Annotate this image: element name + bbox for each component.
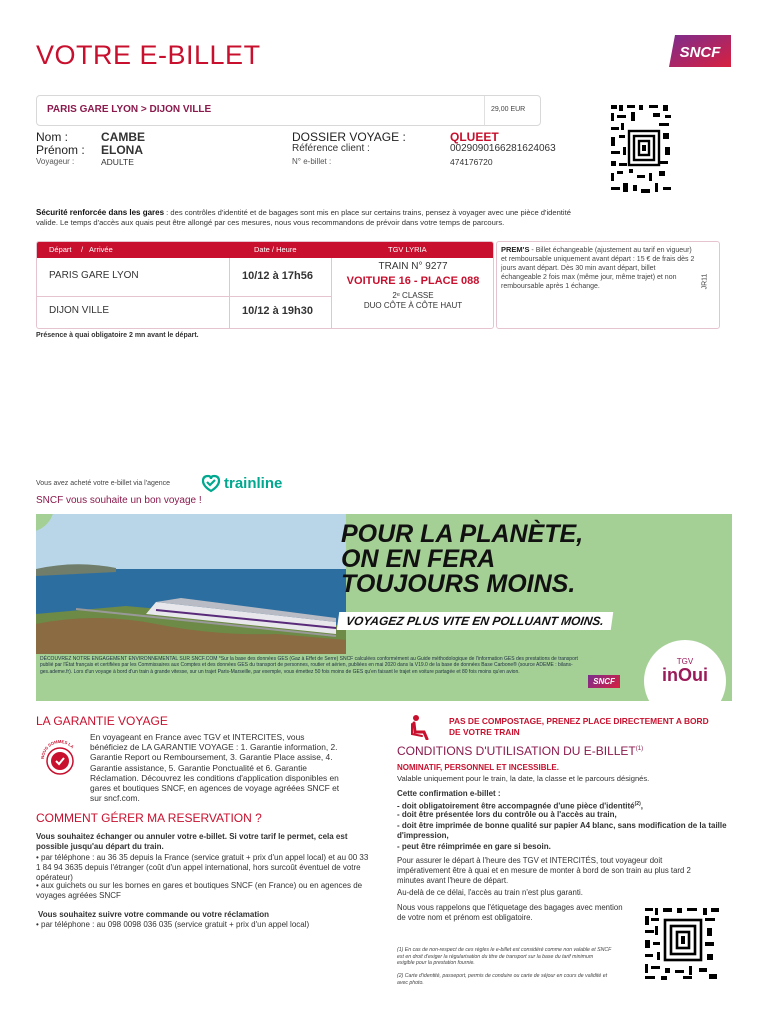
conditions-rule-2: - doit être présentée lors du contrôle ou à l'accès au train,	[397, 810, 617, 819]
conditions-title: CONDITIONS D'UTILISATION DU E-BILLET$^{(1)}$	[397, 744, 644, 758]
conditions-rule-4: - peut être réimprimée en gare si besoin.	[397, 842, 551, 851]
conditions-rule-1: - doit obligatoirement être accompagnée d'une pièce d'identité$^{(2)}$,	[397, 801, 643, 811]
compostage-note: PAS DE COMPOSTAGE, PRENEZ PLACE DIRECTEMENT A BORD DE VOTRE TRAIN	[449, 716, 709, 737]
sncf-logo	[669, 35, 731, 67]
gerer-phone: • par téléphone : au 36 35 depuis la France (service gratuit + prix d'un appel local) et au 00 33 1 84 94 3635 depuis l'étranger (coût d'un appel international, hors surcoût éventuel de votre opérateur)	[36, 853, 369, 882]
banner-headline: POUR LA PLANÈTE, ON EN FERA TOUJOURS MOINS.	[341, 520, 584, 598]
inoui-logo: TGV inOui	[644, 640, 726, 701]
garantie-badge-icon	[38, 737, 82, 781]
presence-note: Présence à quai obligatoire 2 mn avant le départ.	[36, 332, 199, 339]
route-label: PARIS GARE LYON > DIJON VILLE	[47, 104, 212, 115]
page-title: VOTRE E-BILLET	[36, 40, 261, 70]
departure-time: 10/12 à 17h56	[242, 270, 313, 282]
conditions-bagages: Nous vous rappelons que l'étiquetage des bagages avec mention de votre nom et prénom est obligatoire.	[397, 903, 623, 922]
seat-info: VOITURE 16 - PLACE 088	[346, 275, 480, 287]
gerer-title: COMMENT GÉRER MA RESERVATION ?	[36, 811, 262, 825]
prenom-label: Prénom :	[36, 143, 85, 157]
security-note: Sécurité renforcée dans les gares : des contrôles d'identité et de bagages sont mis en place sur certains trains, pensez à voyager avec une pièce d'identité valide. Le temps d'accès aux quais peut être allongé par ces mesures, nous vous recommandons de prévoir dans votre temps de parcours.	[36, 208, 571, 227]
qr-code	[609, 103, 674, 198]
route-box	[36, 95, 541, 126]
trainline-logo	[200, 473, 295, 493]
svg-text:SNCF: SNCF	[679, 44, 721, 61]
suivre-phone: • par téléphone : au 098 0098 036 035 (service gratuit + prix d'un appel local)	[36, 920, 310, 929]
voyageur-value: ADULTE	[101, 157, 134, 167]
agency-text: Vous avez acheté votre e-billet via l'agence	[36, 480, 171, 487]
footnote-2: (2) Carte d'identité, passeport, permis de conduire ou carte de séjour en cours de validité et avec photo.	[397, 973, 608, 986]
seat-placement: DUO CÔTE À CÔTE HAUT	[363, 301, 463, 310]
dossier-value: QLUEET	[450, 130, 499, 144]
conditions-rule-3: - doit être imprimée de bonne qualité sur papier A4 blanc, sans modification de la taille d'impression,	[397, 821, 727, 840]
prenom-value: ELONA	[101, 143, 143, 157]
seat-icon	[410, 714, 432, 740]
ref-client-value: 0029090166281624063	[450, 143, 556, 154]
sncf-mini-logo: SNCF	[588, 675, 620, 688]
conditions-depart: Pour assurer le départ à l'heure des TGV et INTERCITÉS, tout voyageur doit impérativement être à quai et en mesure de monter à bord de son train au plus tard 2 minutes avant l'heure de départ.	[397, 856, 691, 885]
ref-client-label: Référence client :	[292, 143, 370, 154]
banner-subline: VOYAGEZ PLUS VITE EN POLLUANT MOINS.	[337, 612, 613, 630]
garantie-text: En voyageant en France avec TGV et INTERCITES, vous bénéficiez de LA GARANTIE VOYAGE : 1. Garantie information, 2. Garantie Report ou Remboursement, 3. Garantie Place assise, 4. Garantie assistance, 5. Garantie Ponctualité et 6. Garantie Réclamation. Découvrez les conditions d'application disponibles en gares et boutiques SNCF, en agences de voyage agréées SNCF et sur sncf.com.	[90, 732, 340, 804]
fare-code: JR11	[701, 273, 709, 290]
departure-station: PARIS GARE LYON	[49, 270, 139, 281]
nom-label: Nom :	[36, 130, 69, 144]
conditions-subtitle: NOMINATIF, PERSONNEL ET INCESSIBLE.	[397, 763, 559, 772]
ebillet-label: N° e-billet :	[292, 157, 332, 166]
footnote-1: (1) En cas de non-respect de ces règles le e-billet est considéré comme non valable et SNCF est en droit d'exiger la régularisation du titre de transport sur la base du tarif minimum exigible pour la prestation fournie.	[397, 947, 612, 967]
conditions-valable: Valable uniquement pour le train, la date, la classe et le parcours désignés.	[397, 774, 650, 783]
conditions-delai: Au-delà de ce délai, l'accès au train n'est plus garanti.	[397, 888, 583, 897]
journey-table: Départ / Arrivée Date / Heure TGV LYRIA PARIS GARE LYON 10/12 à 17h56 DIJON VILLE 10/12 à 19h30 TRAIN N° 9277 VOITURE 16 - PLACE 088 2ᵉ CLASSE DUO CÔTE À CÔTE HAUT	[36, 241, 494, 329]
col-arrivee: Arrivée	[89, 245, 113, 254]
dossier-label: DOSSIER VOYAGE :	[292, 130, 406, 144]
train-photo	[36, 514, 346, 654]
fare-name: PREM'S	[501, 245, 530, 254]
arrival-station: DIJON VILLE	[49, 305, 110, 316]
svg-text:NOUS SOMMES LA: NOUS SOMMES LA	[39, 738, 76, 760]
banner-fine-print: DÉCOUVREZ NOTRE ENGAGEMENT ENVIRONNEMENTAL SUR SNCF.COM *Sur la base des données GES (Gaz à Effet de Serre) SNCF calculées conformément au Guide méthodologique de l'information GES des prestations de transport publié par l'État français et certifiées par les Commissaires aux Comptes et des données GES du transport de personnes, routier et aérien, publiées en mai 2020 dans la V19.0 de la base de données Base Carbone® (source ADEME : bilans-ges.ademe.fr). Lors d'un voyage à bord d'un train à grande vitesse, sur un trajet Paris-Marseille, par exemple, vous émettez 50 fois moins de GES qu'en faisant le trajet en voiture partagée et 80 fois moins qu'en avion.	[40, 656, 578, 675]
gerer-guichets: • aux guichets ou sur les bornes en gares et boutiques SNCF (en France) ou en agences de voyages agréées SNCF	[36, 881, 363, 900]
bon-voyage-text: SNCF vous souhaite un bon voyage !	[36, 495, 202, 506]
suivre-title: Vous souhaitez suivre votre commande ou votre réclamation	[38, 910, 270, 919]
nom-value: CAMBE	[101, 130, 145, 144]
garantie-title: LA GARANTIE VOYAGE	[36, 714, 168, 728]
arrival-time: 10/12 à 19h30	[242, 305, 313, 317]
col-date: Date / Heure	[254, 245, 297, 254]
ebillet-value: 474176720	[450, 157, 493, 167]
gerer-intro: Vous souhaitez échanger ou annuler votre e-billet. Si votre tarif le permet, cela est possible jusqu'au départ du train.	[36, 832, 348, 851]
train-number: TRAIN N° 9277	[378, 261, 448, 272]
col-train: TGV LYRIA	[388, 245, 427, 254]
conditions-cette: Cette confirmation e-billet :	[397, 789, 501, 798]
voyageur-label: Voyageur :	[36, 157, 75, 166]
qr-code-secondary	[643, 906, 721, 982]
fare-conditions: PREM'S - Billet échangeable (ajustement au tarif en vigueur) et remboursable uniquement avant départ : 15 € de frais dès 2 jours avant départ. Dès 30 min avant départ, billet échangeable 2 fois max (même jour, même trajet) et non remboursable après 1 échange. JR11	[496, 241, 720, 329]
travel-class: 2ᵉ CLASSE	[392, 291, 434, 300]
col-depart: Départ	[49, 245, 72, 254]
ticket-price: 29,00 EUR	[491, 106, 526, 113]
svg-text:trainline: trainline	[224, 475, 283, 492]
ad-banner	[36, 514, 732, 701]
